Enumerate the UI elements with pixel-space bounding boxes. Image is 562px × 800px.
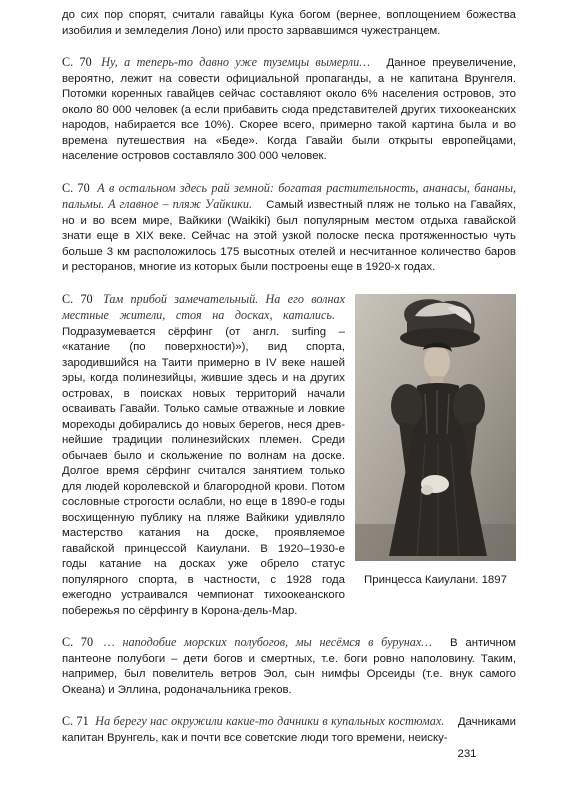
paragraph-natives	[62, 55, 516, 165]
paragraph-text: Подразумевается сёрфинг (от англ. surfing – «катание (по поверхности)»), вид спорта, зародившийся на Таити примерно в IV веке нашей эры, когда полинезийцы, жившие здесь и на других островах, в поисках новых территорий начали осваивать Гавайи. Только самые отважные и ловкие мореходы добирались до новых берегов, неся древнейшие традиции полинезийских племен. Среди обычаев было и скольжение по волнам на доске. Долгое время сёрфинг считался занятием только для людей королевской и благородной крови. Потом сословные строгости ослабли, но еще в 1890-е годы восхищенную публику на пляже Вайкики удивляло мастерство катания на доске, проявляемое гавайской принцессой Каиулани. В 1920–1930-е годы катание на досках уже обрело статус популярного спорта, в частности, с 1928 года ежегодно устраивался чемпионат тихоокеанского побережья по сёрфингу в Корона-дель-Мар.	[62, 325, 345, 617]
paragraph-text: Дачниками капитан Врунгель, как и почти все советские люди того времени, неиску-	[62, 716, 516, 744]
paragraph-demigods	[62, 635, 516, 698]
paragraph-text: Самый известный пляж не только на Гавайях, но и во всем мире, Вайкики (Waikiki) был популярным местом отдыха гавайской знати еще в XIX веке. Сейчас на этой узкой полоске песка протяженностью чуть больше 3 км расположилось 175 высотных отелей и несчитанное количество баров и ресторанов, многие из которых были построены еще в 1920-х годах.	[62, 199, 516, 273]
page-reference: С. 70	[62, 635, 94, 649]
princess-figure	[355, 294, 516, 588]
paragraph-waikiki	[62, 181, 516, 276]
quote: А в остальном здесь рай земной: богатая растительность, ананасы, бананы, пальмы. А главное – пляж Уайкики.	[62, 180, 516, 211]
figure-caption: Принцесса Каиулани. 1897	[364, 573, 507, 586]
paragraph-intro	[62, 8, 516, 39]
page-reference: С. 70	[62, 180, 90, 195]
page-number: 231	[457, 748, 477, 760]
page-reference: С. 71	[62, 714, 89, 728]
page-reference: С. 70	[62, 291, 93, 306]
paragraph-vacationers	[62, 714, 516, 746]
quote: На берегу нас окружили какие-то дачники в купальных костюмах.	[95, 714, 445, 728]
quote: Там прибой замечательный. На его волнах местные жители, стоя на досках, катались.	[62, 291, 345, 322]
princess-photo	[355, 294, 516, 561]
page-reference: С. 70	[62, 55, 92, 69]
quote: … наподобие морских полубогов, мы несёмся в бурунах…	[103, 635, 433, 649]
page-body	[62, 8, 516, 762]
quote: Ну, а теперь-то давно уже туземцы вымерли…	[101, 55, 371, 69]
paragraph-text: В античном пантеоне полубоги – дети богов и смертных, т.е. боги ровно наполовину. Таким, например, был повелитель ветров Эол, сын нимфы Орсеиды (т.е. внук самого Океана) и Эллина, родоначальника греков.	[62, 637, 516, 696]
paragraph-text: до сих пор спорят, считали гавайцы Кука богом (вернее, воплощением божества изобилия и земледелия Лоно) или просто зарвавшимся чужестранцем.	[62, 9, 516, 37]
paragraph-text: Данное преувеличение, вероятно, лежит на совести официальной пропаганды, а не капитана Врунгеля. Потомки коренных гавайцев сейчас составляют около 6% населения островов, это около 80 000 человек (а если прибавить сюда представителей других тихоокеанских народов, набирается все 10%). Скорее всего, примерно такой картина была и во времена путешествия на «Беде». Когда Гавайи были открыты европейцами, население островов составляло 300 000 человек.	[62, 57, 516, 162]
